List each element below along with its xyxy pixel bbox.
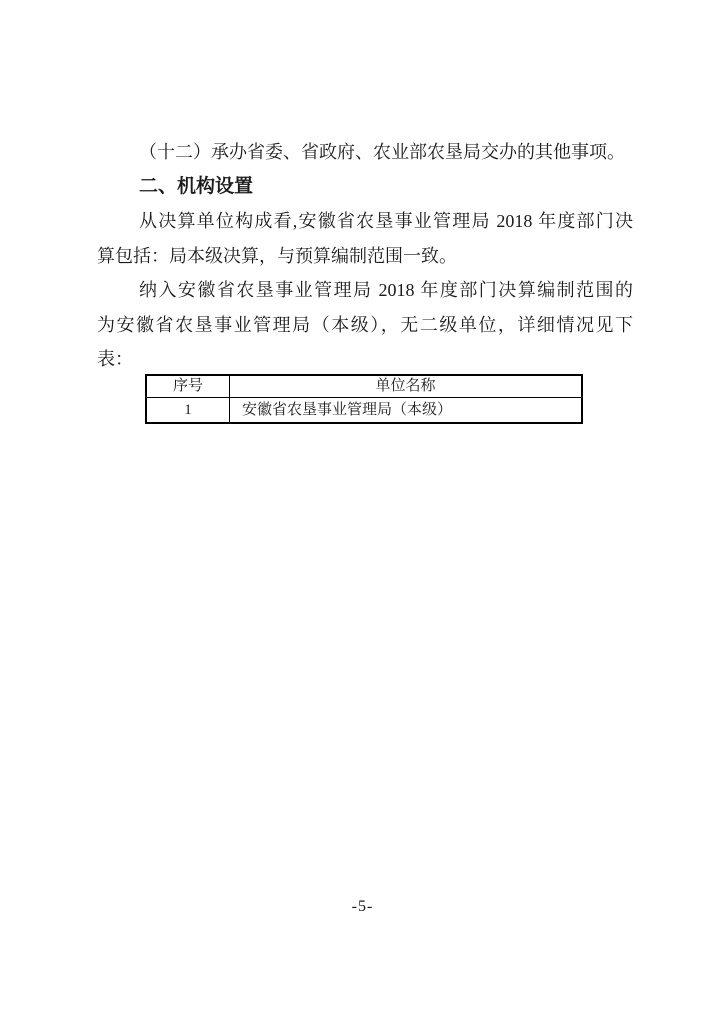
table-row xyxy=(146,397,582,423)
table-header-row xyxy=(146,375,582,398)
cell-serial-number: 1 xyxy=(146,397,230,423)
paragraph-table-lead-in: 表： xyxy=(97,349,133,369)
paragraph-budget-composition-line-1: 从决算单位构成看,安徽省农垦事业管理局 2018 年度部门决 xyxy=(139,211,633,231)
section-heading-organization-setup: 二、机构设置 xyxy=(139,175,254,197)
column-header-serial-number: 序号 xyxy=(146,375,230,398)
paragraph-other-matters: （十二）承办省委、省政府、农业部农垦局交办的其他事项。 xyxy=(139,142,625,162)
paragraph-budget-composition-line-2: 算包括：局本级决算，与预算编制范围一致。 xyxy=(97,245,457,266)
paragraph-budget-scope-line-1: 纳入安徽省农垦事业管理局 2018 年度部门决算编制范围的 xyxy=(139,280,633,300)
cell-unit-name: 安徽省农垦事业管理局（本级） xyxy=(230,397,583,423)
unit-table-header xyxy=(146,375,582,398)
document-body xyxy=(97,135,633,424)
column-header-unit-name: 单位名称 xyxy=(230,375,583,398)
paragraph-budget-scope-line-2: 为安徽省农垦事业管理局（本级），无二级单位，详细情况见下 xyxy=(97,314,633,335)
unit-list-table xyxy=(145,374,583,424)
page-number: -5- xyxy=(351,898,374,915)
unit-table-body xyxy=(146,397,582,423)
